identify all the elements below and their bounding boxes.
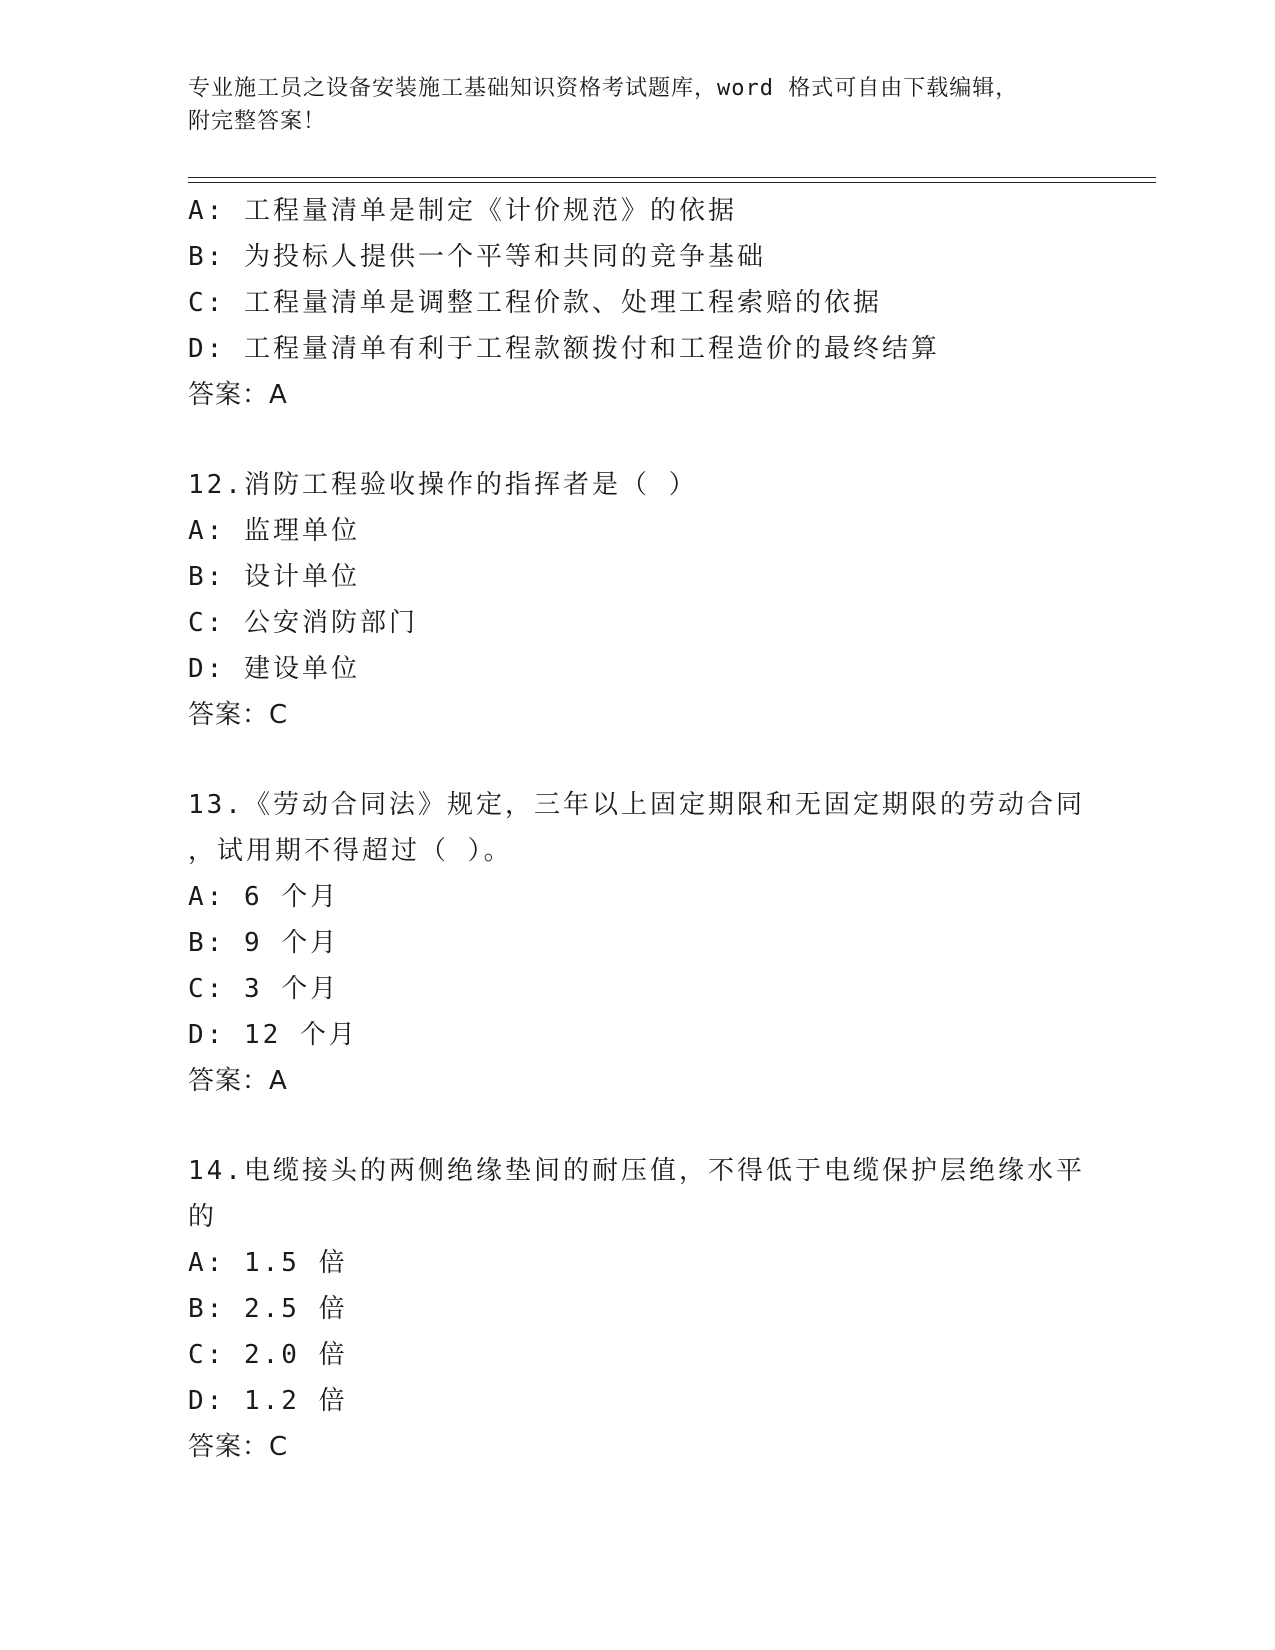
question-block	[188, 188, 1088, 418]
option-c: C: 2.0 倍	[188, 1340, 348, 1370]
question-list	[188, 188, 1088, 1470]
question-text: 12.消防工程验收操作的指挥者是（ ）	[188, 470, 698, 500]
option-a: A: 6 个月	[188, 882, 340, 912]
header-divider-bottom	[188, 182, 1156, 183]
option-d: D: 工程量清单有利于工程款额拨付和工程造价的最终结算	[188, 334, 940, 364]
question-text-continued: ，试用期不得超过（ ）。	[188, 836, 513, 866]
option-d: D: 建设单位	[188, 654, 360, 684]
spacer	[188, 738, 1088, 782]
question-text: 14.电缆接头的两侧绝缘垫间的耐压值，不得低于电缆保护层绝缘水平	[188, 1156, 1085, 1186]
spacer	[188, 418, 1088, 462]
option-b: B: 为投标人提供一个平等和共同的竞争基础	[188, 242, 766, 272]
option-d: D: 1.2 倍	[188, 1386, 348, 1416]
document-header	[188, 72, 1088, 138]
question-text: 13.《劳动合同法》规定，三年以上固定期限和无固定期限的劳动合同	[188, 790, 1085, 820]
option-a: A: 工程量清单是制定《计价规范》的依据	[188, 196, 737, 226]
answer-line: 答案：C	[188, 700, 289, 730]
option-a: A: 监理单位	[188, 516, 360, 546]
header-divider-top	[188, 177, 1156, 178]
option-a: A: 1.5 倍	[188, 1248, 348, 1278]
option-c: C: 工程量清单是调整工程价款、处理工程索赔的依据	[188, 288, 882, 318]
option-c: C: 公安消防部门	[188, 608, 418, 638]
question-block	[188, 1148, 1088, 1470]
question-text-continued: 的	[188, 1202, 218, 1232]
header-line-2: 附完整答案！	[188, 109, 327, 134]
option-c: C: 3 个月	[188, 974, 340, 1004]
question-block	[188, 462, 1088, 738]
header-line-1: 专业施工员之设备安装施工基础知识资格考试题库，word 格式可自由下载编辑，	[188, 76, 1019, 101]
question-block	[188, 782, 1088, 1104]
answer-line: 答案：A	[188, 380, 288, 410]
answer-line: 答案：A	[188, 1066, 288, 1096]
option-d: D: 12 个月	[188, 1020, 358, 1050]
option-b: B: 2.5 倍	[188, 1294, 348, 1324]
option-b: B: 设计单位	[188, 562, 360, 592]
option-b: B: 9 个月	[188, 928, 340, 958]
answer-line: 答案：C	[188, 1432, 289, 1462]
spacer	[188, 1104, 1088, 1148]
